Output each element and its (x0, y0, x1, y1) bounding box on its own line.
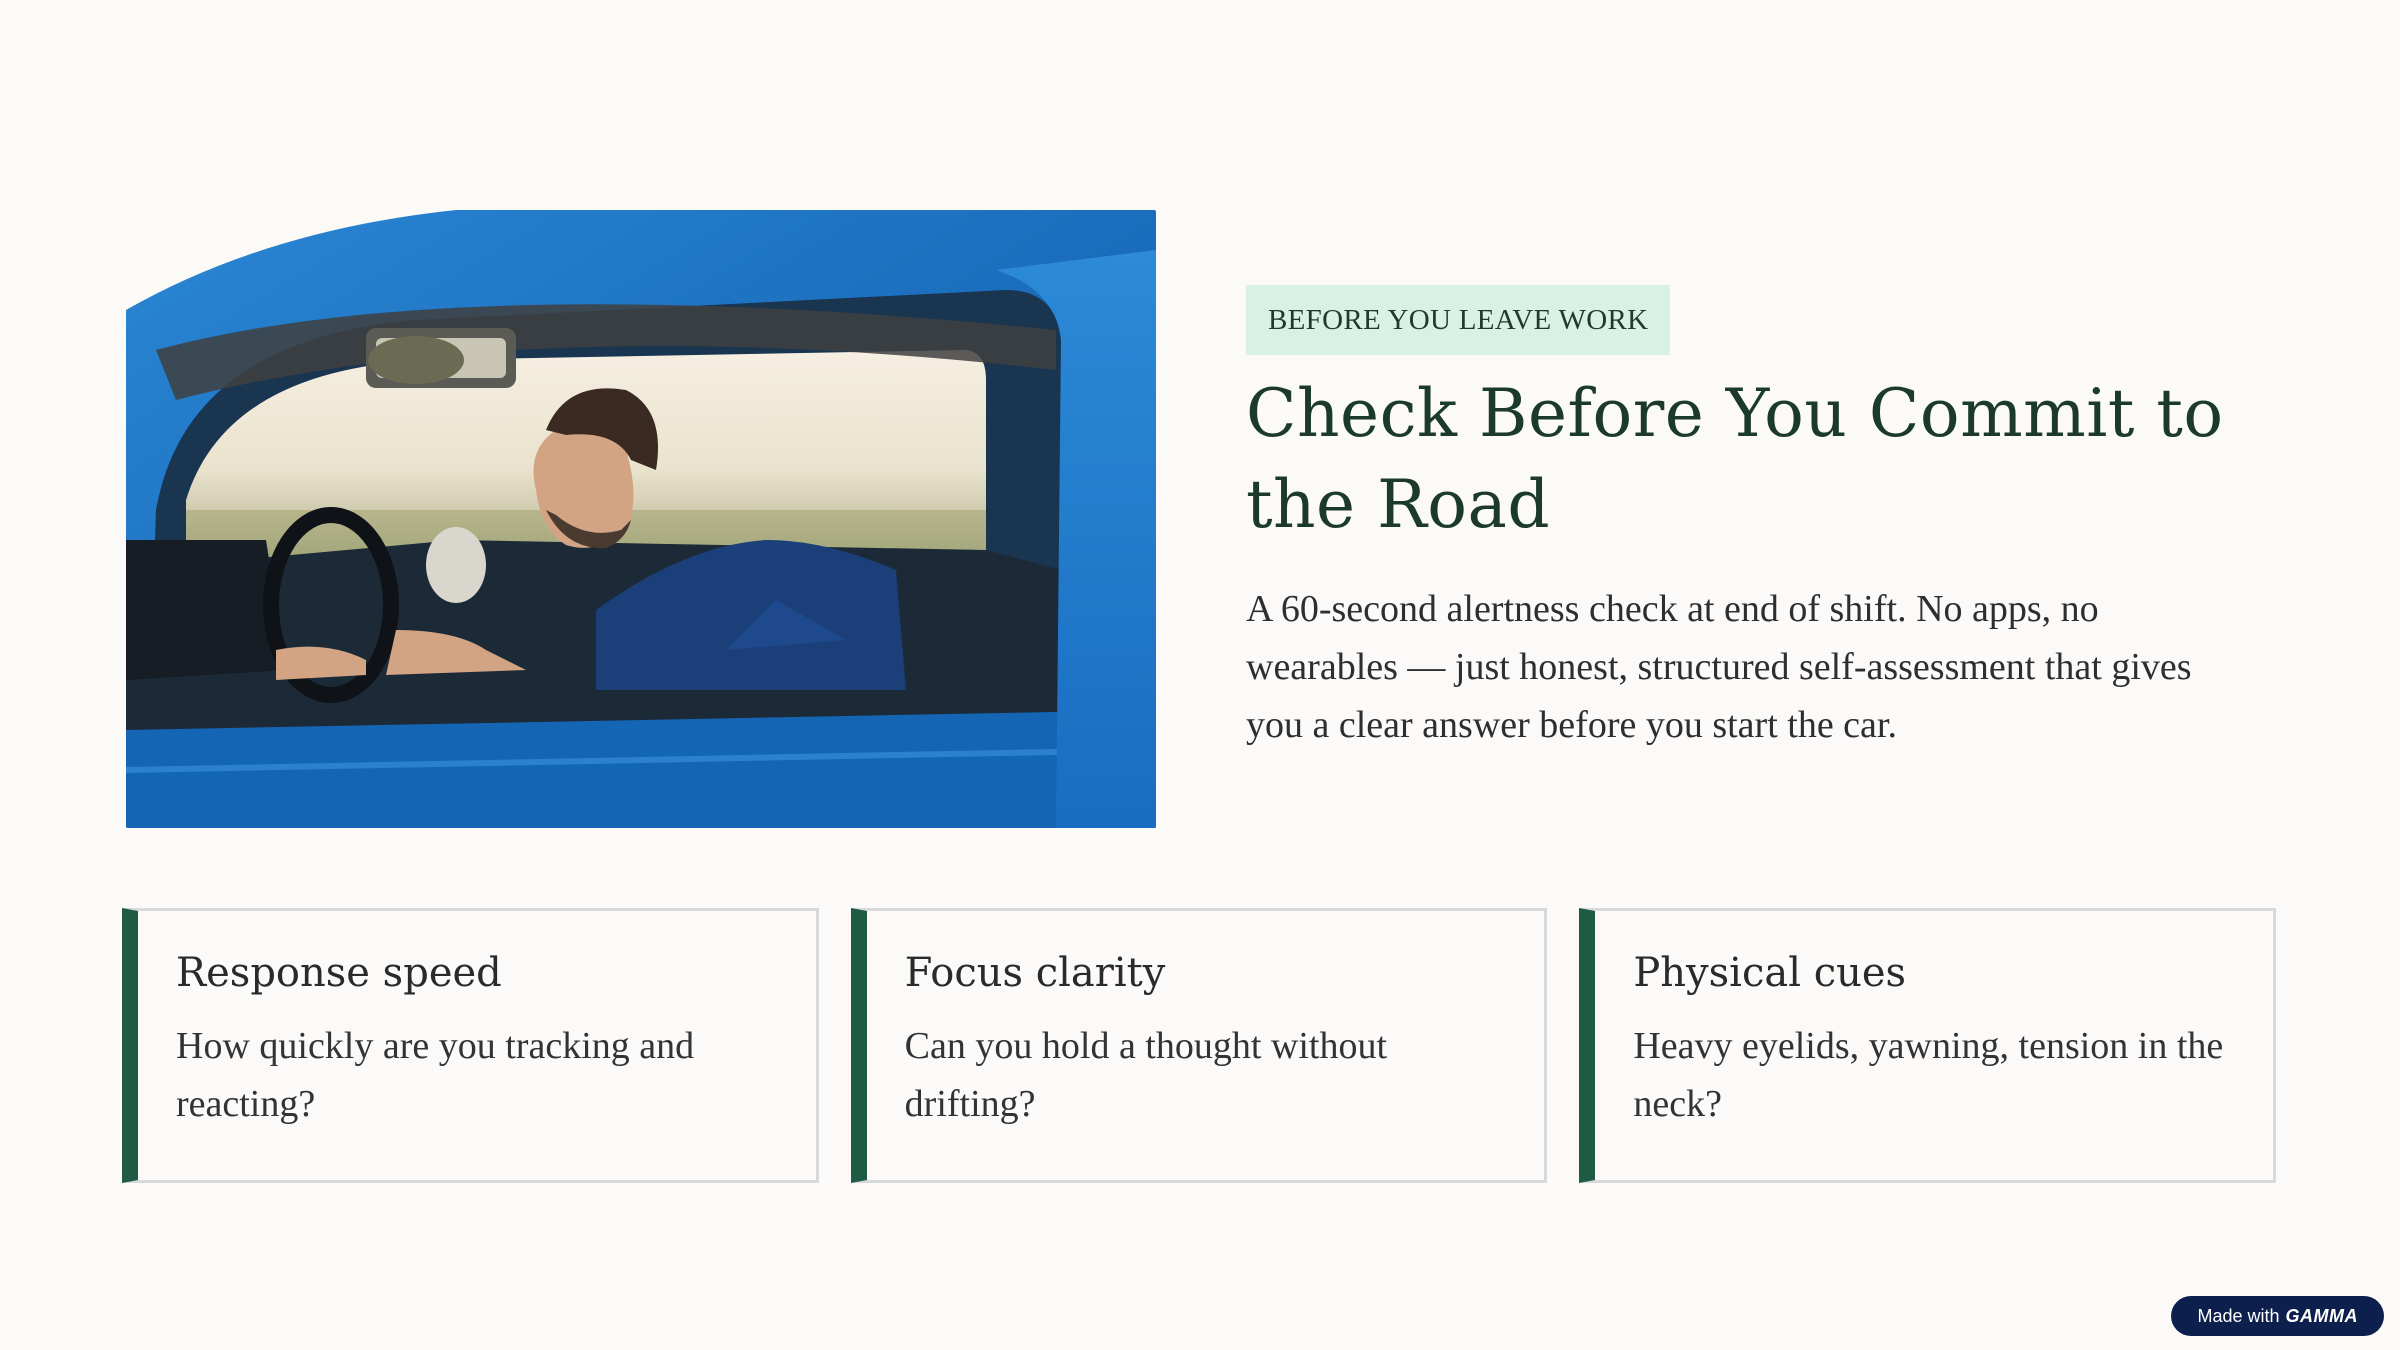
badge-prefix: Made with (2197, 1306, 2280, 1326)
section-tag: BEFORE YOU LEAVE WORK (1246, 285, 1670, 355)
intro-paragraph: A 60-second alertness check at end of shift. No apps, no wearables — just honest, structured self-assessment that gives you a clear answer before you start the car. (1246, 588, 2192, 746)
card-physical-cues (1579, 908, 2276, 1183)
driver-photo-illustration (126, 210, 1156, 828)
check-cards (122, 908, 2276, 1183)
card-body: How quickly are you tracking and reacting? (176, 1025, 695, 1125)
page-title: Check Before You Commit to the Road (1246, 375, 2224, 543)
card-focus-clarity (851, 908, 1548, 1183)
card-body: Can you hold a thought without drifting? (904, 1025, 1388, 1125)
hero-photo (126, 210, 1156, 828)
card-title: Physical cues (1633, 950, 1907, 996)
card-body: Heavy eyelids, yawning, tension in the neck? (1633, 1025, 2224, 1125)
card-title: Focus clarity (904, 950, 1166, 996)
card-response-speed (122, 908, 819, 1183)
made-with-gamma-badge[interactable] (2171, 1296, 2384, 1336)
card-title: Response speed (176, 950, 502, 996)
gamma-logo: GAMMA (2285, 1306, 2358, 1326)
